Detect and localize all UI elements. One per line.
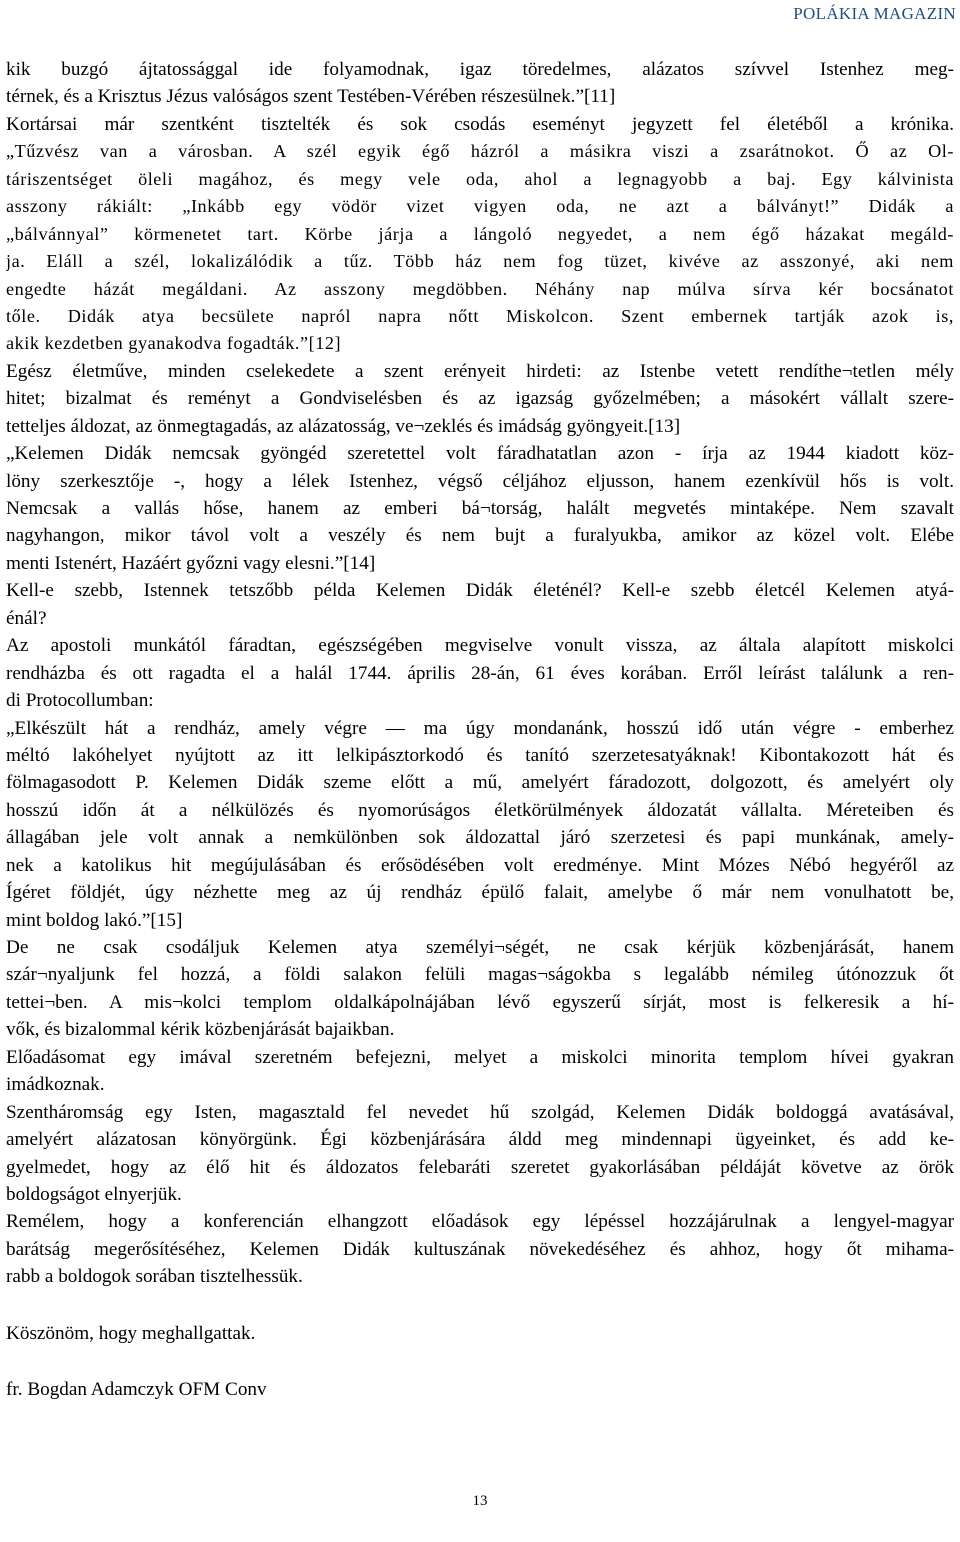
text-line: barátság megerősítéséhez, Kelemen Didák kultuszának növekedéséhez és ahhoz, hogy őt mihama- bbox=[6, 1238, 954, 1260]
text-line: Az apostoli munkától fáradtan, egészségében megviselve vonult vissza, az általa alapított miskolci bbox=[6, 635, 954, 657]
text-line: tettei¬ben. A mis¬kolci templom oldalkápolnájában lévő egyszerű sírját, most is felkeresik a hí- bbox=[6, 991, 954, 1013]
text-line: „Tűzvész van a városban. A szél egyik égő házról a másikra viszi a zsarátnokot. Ő az Ol- bbox=[6, 141, 954, 162]
text-line: énál? bbox=[6, 607, 47, 629]
text-line: térnek, és a Krisztus Jézus valóságos szent Testében-Vérében részesülnek.”[11] bbox=[6, 86, 616, 108]
text-line: állagában jele volt annak a nemkülönben sok áldozattal járó szerzetesi és papi munkának, amely- bbox=[6, 827, 954, 849]
article-body bbox=[6, 56, 954, 1404]
text-line: Ígéret földjét, úgy nézhette meg az új rendház épülő falait, amelybe ő már nem vonulhatott be, bbox=[6, 882, 954, 904]
text-line: Kortársai már szentként tisztelték és sok csodás eseményt jegyzett fel életéből a krónika. bbox=[6, 113, 954, 135]
text-line: vők, és bizalommal kérik közbenjárását bajaikban. bbox=[6, 1019, 395, 1041]
text-line: fölmagasodott P. Kelemen Didák szeme előtt a mű, amelyért fáradozott, dolgozott, és amelyért oly bbox=[6, 772, 954, 794]
text-line: Egész életműve, minden cselekedete a szent erényeit hirdeti: az Istenbe vetett rendíthe¬tetlen mély bbox=[6, 360, 954, 382]
text-line: gyelmedet, hogy az élő hit és áldozatos felebaráti szeretet gyakorlásában példáját követve az örök bbox=[6, 1156, 954, 1178]
text-line: „Kelemen Didák nemcsak gyöngéd szeretettel volt fáradhatatlan azon - írja az 1944 kiadott köz- bbox=[6, 443, 954, 465]
closing-thanks: Köszönöm, hogy meghallgattak. bbox=[6, 1322, 256, 1344]
text-line: ja. Eláll a szél, lokalizálódik a tűz. Több ház nem fog tüzet, kivéve az asszonyé, aki nem bbox=[6, 251, 954, 272]
text-line: kik buzgó ájtatossággal ide folyamodnak, igaz töredelmes, alázatos szívvel Istenhez meg- bbox=[6, 59, 954, 80]
text-line: hitet; bizalmat és reményt a Gondviselésben és az igazság győzelmében; a másokért vállalt szere- bbox=[6, 388, 954, 410]
text-line: rabb a boldogok sorában tisztelhessük. bbox=[6, 1266, 303, 1288]
text-line: mint boldog lakó.”[15] bbox=[6, 909, 183, 931]
text-line: boldogságot elnyerjük. bbox=[6, 1183, 182, 1205]
text-line: di Protocollumban: bbox=[6, 690, 154, 712]
text-line: Kell-e szebb, Istennek tetszőbb példa Kelemen Didák életénél? Kell-e szebb életcél Kelemen atyá- bbox=[6, 580, 954, 602]
text-line: „Elkészült hát a rendház, amely végre — ma úgy mondanánk, hosszú idő után végre - emberhez bbox=[6, 717, 954, 739]
text-line: imádkoznak. bbox=[6, 1074, 105, 1096]
text-line: Szentháromság egy Isten, magasztald fel nevedet hű szolgád, Kelemen Didák boldoggá avatásával, bbox=[6, 1101, 954, 1123]
text-line: Remélem, hogy a konferencián elhangzott előadások egy lépéssel hozzájárulnak a lengyel-magyar bbox=[6, 1211, 954, 1233]
page-number: 13 bbox=[472, 1493, 488, 1509]
text-line: Előadásomat egy imával szeretném befejezni, melyet a miskolci minorita templom hívei gyakran bbox=[6, 1046, 954, 1068]
text-line: tetteljes áldozat, az önmegtagadás, az alázatosság, ve¬zeklés és imádság gyöngyeit.[13] bbox=[6, 415, 681, 437]
text-line: engedte házát megáldani. Az asszony megdöbben. Néhány nap múlva sírva kér bocsánatot bbox=[6, 278, 954, 299]
text-line: rendházba és ott ragadta el a halál 1744. április 28-án, 61 éves korában. Erről leírást találunk a ren- bbox=[6, 662, 954, 684]
text-line: nek a katolikus hit megújulásában és erősödésében volt eredménye. Mint Mózes Nébó hegyéről az bbox=[6, 854, 954, 876]
text-line: táriszentséget öleli magához, és megy vele oda, ahol a legnagyobb a baj. Egy kálvinista bbox=[6, 168, 954, 189]
text-line: menti Istenért, Hazáért győzni vagy elesni.”[14] bbox=[6, 552, 376, 574]
text-line: amelyért alázatosan könyörgünk. Égi közbenjárására áldd meg mindennapi ügyeinket, és add ke- bbox=[6, 1129, 954, 1151]
text-line: szár¬nyaljunk fel hozzá, a földi salakon felüli magas¬ságokba s legalább némileg útónozzuk őt bbox=[6, 964, 954, 986]
text-line: „bálvánnyal” körmenetet tart. Körbe járja a lángoló negyedet, a nem égő házakat megáld- bbox=[6, 223, 954, 244]
text-line: Nemcsak a vallás hőse, hanem az emberi bá¬torság, halált megvetés mintaképe. Nem szavalt bbox=[6, 498, 954, 519]
text-line: De ne csak csodáljuk Kelemen atya személyi¬ségét, ne csak kérjük közbenjárását, hanem bbox=[6, 937, 954, 958]
text-line: tőle. Didák atya becsülete napról napra nőtt Miskolcon. Szent embernek tartják azok is, bbox=[6, 305, 954, 326]
text-line: hosszú időn át a nélkülözés és nyomorúságos életkörülmények áldozatát vállalta. Méreteiben és bbox=[6, 799, 954, 821]
text-line: méltó lakóhelyet nyújtott az itt lelkipásztorkodó és tanító szerzetesatyáknak! Kibontakozott hát és bbox=[6, 744, 954, 766]
text-line: asszony rákiált: „Inkább egy vödör vizet vigyen oda, ne azt a bálványt!” Didák a bbox=[6, 196, 954, 217]
text-line: löny szerkesztője -, hogy a lélek Istenhez, végső céljához eljusson, hanem ezenkívül hős is volt. bbox=[6, 470, 954, 492]
text-line: akik kezdetben gyanakodva fogadták.”[12] bbox=[6, 333, 342, 354]
magazine-header: POLÁKIA MAGAZIN bbox=[793, 4, 956, 23]
author-signature: fr. Bogdan Adamczyk OFM Conv bbox=[6, 1379, 267, 1401]
text-line: nagyhangon, mikor távol volt a veszély és nem bujt a furalyukba, amikor az közel volt. Elébe bbox=[6, 525, 954, 547]
